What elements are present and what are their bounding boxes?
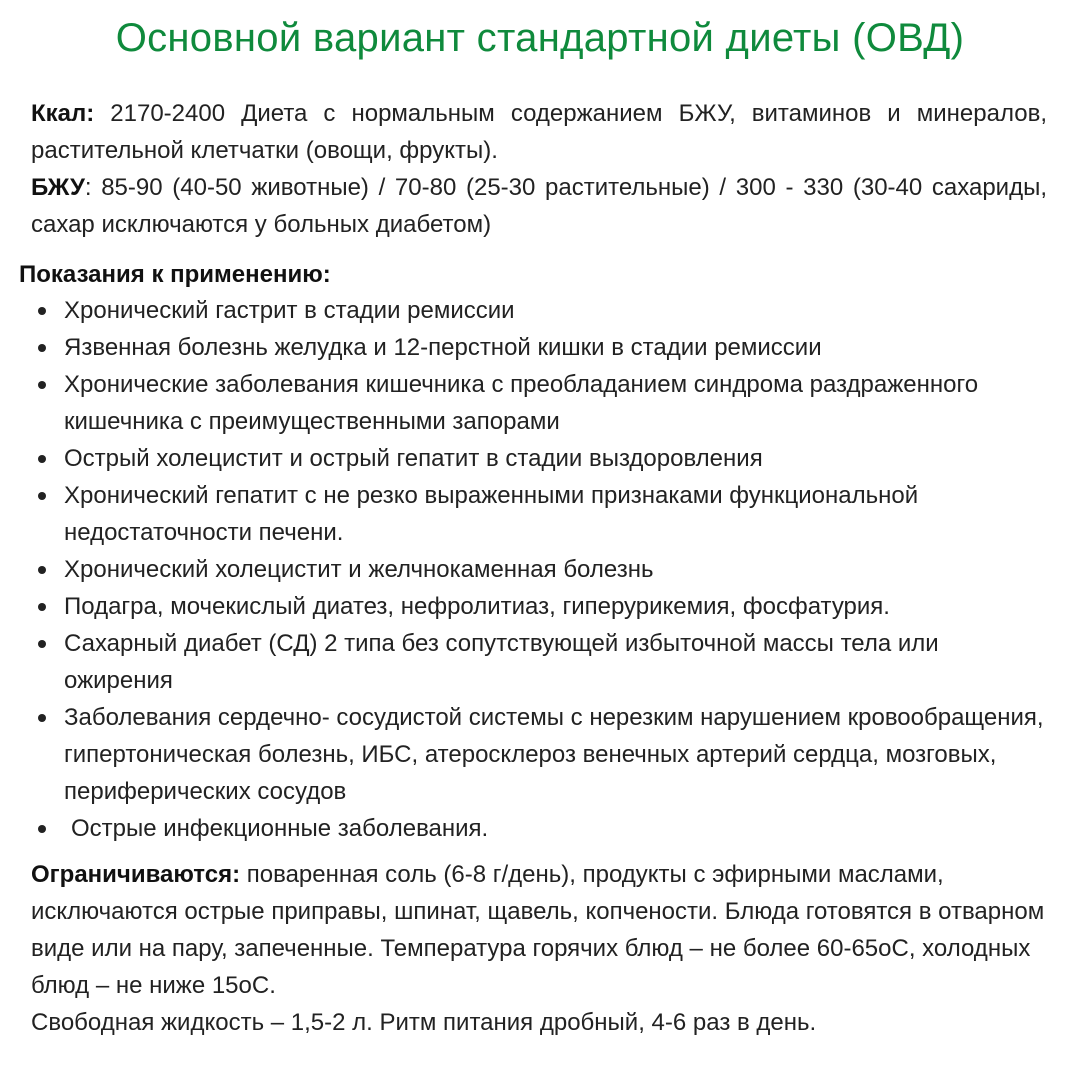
restrictions-label: Ограничиваются:: [31, 861, 241, 888]
bju-text: : 85-90 (40-50 животные) / 70-80 (25-30 растительные) / 300 - 330 (30-40 сахариды, сахар исключаются у больных диабетом): [31, 174, 1047, 238]
kcal-text: 2170-2400 Диета с нормальным содержанием БЖУ, витаминов и минералов, растительной клетчатки (овощи, фрукты).: [31, 100, 1047, 164]
liquid-paragraph: Свободная жидкость – 1,5-2 л. Ритм питания дробный, 4-6 раз в день.: [31, 1009, 817, 1036]
bullet-icon: [38, 825, 46, 833]
bullet-icon: [38, 307, 46, 315]
list-item: Острые инфекционные заболевания.: [0, 810, 1080, 847]
restrictions-section: [31, 856, 1047, 1041]
list-item: Заболевания сердечно- сосудистой системы с нерезким нарушением кровообращения, гипертоническая болезнь, ИБС, атеросклероз венечных артерий сердца, мозговых, периферических сосудов: [0, 699, 1080, 810]
bullet-icon: [38, 603, 46, 611]
bullet-icon: [38, 640, 46, 648]
page-title: Основной вариант стандартной диеты (ОВД): [115, 16, 965, 60]
restrictions-paragraph: [31, 856, 1047, 1004]
list-item: Язвенная болезнь желудка и 12-перстной кишки в стадии ремиссии: [0, 329, 1080, 366]
indications-list: [0, 292, 1080, 847]
bullet-icon: [38, 714, 46, 722]
list-item: Хронические заболевания кишечника с преобладанием синдрома раздраженного кишечника с преимущественными запорами: [0, 366, 1080, 440]
bullet-icon: [38, 344, 46, 352]
list-item: Хронический холецистит и желчнокаменная болезнь: [0, 551, 1080, 588]
indications-heading: Показания к применению:: [19, 261, 331, 288]
bullet-icon: [38, 566, 46, 574]
bullet-icon: [38, 492, 46, 500]
list-item: Сахарный диабет (СД) 2 типа без сопутствующей избыточной массы тела или ожирения: [0, 625, 1080, 699]
list-item: Хронический гастрит в стадии ремиссии: [0, 292, 1080, 329]
bju-label: БЖУ: [31, 174, 85, 201]
kcal-label: Ккал:: [31, 100, 95, 127]
list-item: Хронический гепатит с не резко выраженными признаками функциональной недостаточности печени.: [0, 477, 1080, 551]
intro-section: [31, 95, 1047, 243]
bullet-icon: [38, 455, 46, 463]
list-item: Острый холецистит и острый гепатит в стадии выздоровления: [0, 440, 1080, 477]
list-item: Подагра, мочекислый диатез, нефролитиаз, гиперурикемия, фосфатурия.: [0, 588, 1080, 625]
restrictions-text: поваренная соль (6-8 г/день), продукты с эфирными маслами, исключаются острые приправы, шпинат, щавель, копчености. Блюда готовятся в отварном виде или на пару, запеченные. Температура горячих блюд – не более 60-65оС, холодных блюд – не ниже 15оС.: [31, 861, 1045, 999]
bullet-icon: [38, 381, 46, 389]
kcal-paragraph: [31, 95, 1047, 169]
bju-paragraph: [31, 169, 1047, 243]
